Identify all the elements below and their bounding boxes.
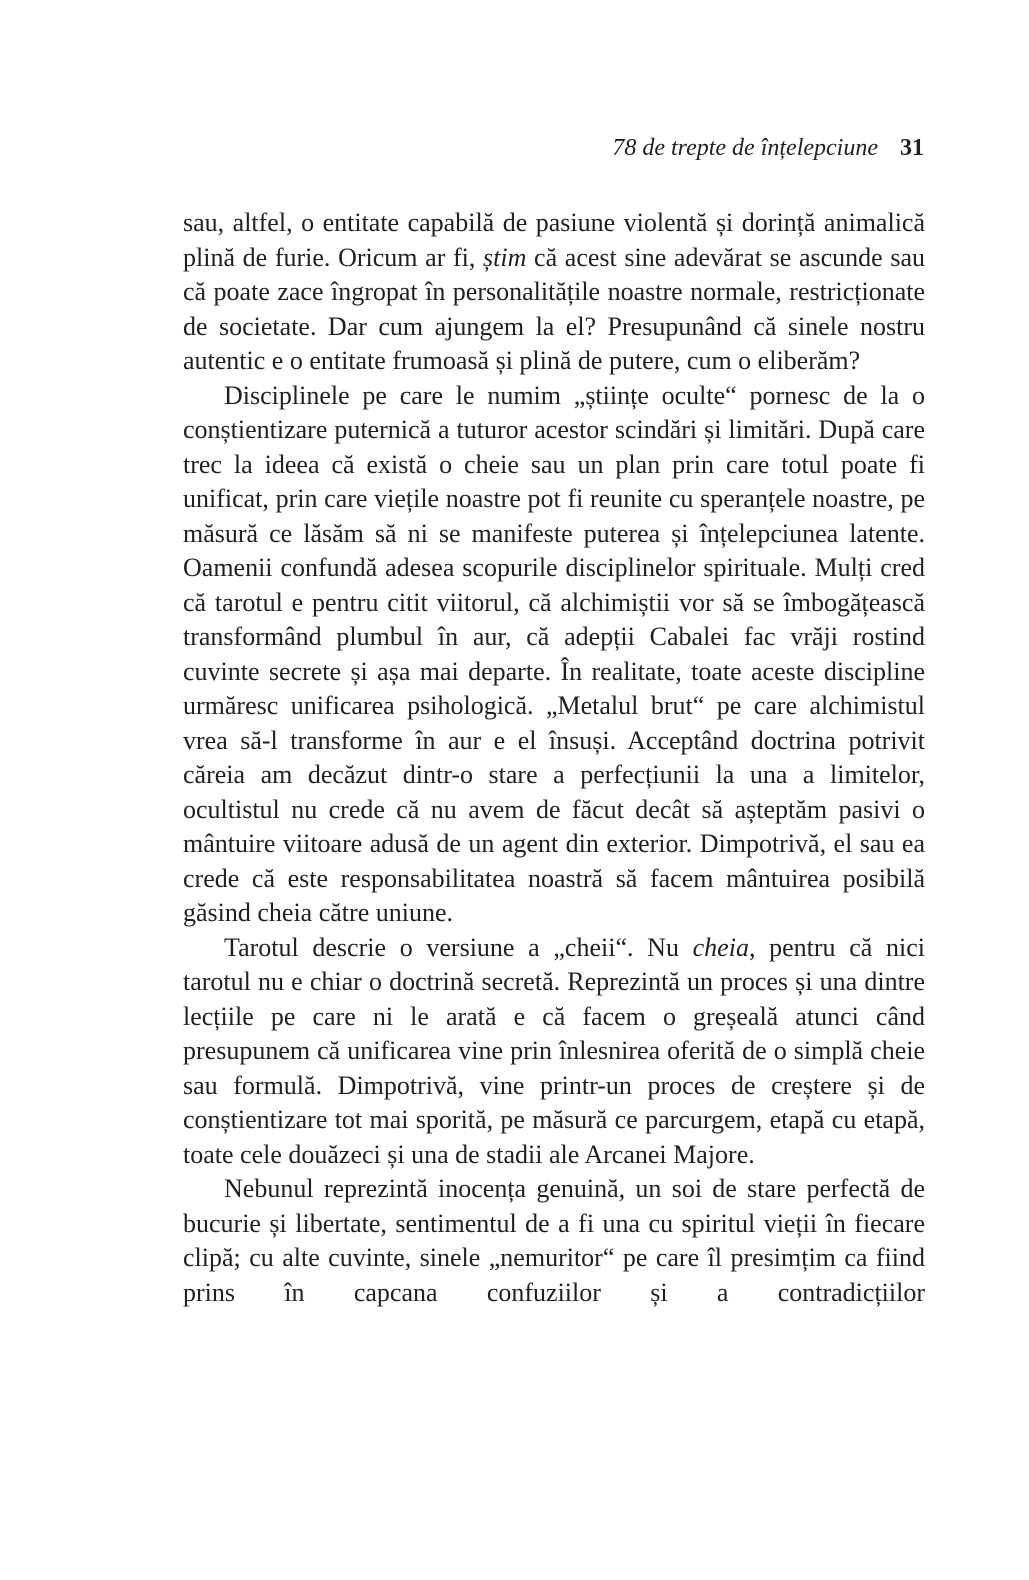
- page-number: 31: [900, 135, 924, 161]
- paragraph-2: Disciplinele pe care le numim „științe oculte“ pornesc de la o conștientizare puternică a tuturor acestor scindări și limitări. După care trec la ideea că există o cheie sau un plan prin care totul poate fi unificat, prin care viețile noastre pot fi reunite cu speranțele noastre, pe măsură ce lăsăm să ni se manifeste puterea și înțelepciunea latente. Oamenii confundă adesea scopurile disciplinelor spirituale. Mulți cred că tarotul e pentru citit viitorul, că alchimiștii vor să se îmbogățească transformând plumbul în aur, că adepții Cabalei fac vrăji rostind cuvinte secrete și așa mai departe. În realitate, toate aceste discipline urmăresc unificarea psihologică. „Metalul brut“ pe care alchimistul vrea să-l transforme în aur e el însuși. Acceptând doctrina potrivit căreia am decăzut dintr-o stare a perfecțiunii la una a limitelor, ocultistul nu crede că nu avem de făcut decât să așteptăm pasivi o mântuire viitoare adusă de un agent din exterior. Dimpotrivă, el sau ea crede că este responsabilitatea noastră să facem mântuirea posibilă găsind cheia către uniune.: [183, 380, 925, 927]
- paragraph-3-part-b: , pentru că nici tarotul nu e chiar o doctrină secretă. Reprezintă un proces și una dintre lecțiile pe care ni le arată e că facem o greșeală atunci când presupunem că unificarea vine prin înlesnirea oferită de o simplă cheie sau formulă. Dimpotrivă, vine printr-un proces de creștere și de conștientizare tot mai sporită, pe măsură ce parcurgem, etapă cu etapă, toate cele douăzeci și una de stadii ale Arcanei Majore.: [183, 932, 925, 1169]
- body-text: [183, 206, 925, 1310]
- paragraph-4: Nebunul reprezintă inocența genuină, un soi de stare perfectă de bucurie și libertate, sentimentul de a fi una cu spiritul vieții în fiecare clipă; cu alte cuvinte, sinele „nemuritor“ pe care îl presimțim ca fiind prins în capcana confuziilor și a contradicțiilor: [183, 1174, 925, 1307]
- paragraph-3-emphasis: cheia: [692, 932, 749, 962]
- paragraph-1: [183, 206, 925, 379]
- running-header-title: 78 de trepte de înțelepciune: [612, 135, 878, 161]
- paragraph-1-emphasis: știm: [483, 242, 527, 272]
- paragraph-1-part-b: că acest sine adevărat se ascunde sau că poate zace îngropat în personalitățile noastre normale, restricționate de societate. Dar cum ajungem la el? Presupunând că sinele nostru autentic e o entitate frumoasă și plină de putere, cum o eliberăm?: [183, 242, 925, 375]
- paragraph-3-part-a: Tarotul descrie o versiune a „cheii“. Nu: [224, 932, 693, 962]
- paragraph-1-part-a: sau, altfel, o entitate capabilă de pasiune violentă și dorință animalică plină de furie. Oricum ar fi,: [183, 208, 925, 272]
- paragraph-3: [183, 931, 925, 1173]
- running-header: [612, 128, 924, 168]
